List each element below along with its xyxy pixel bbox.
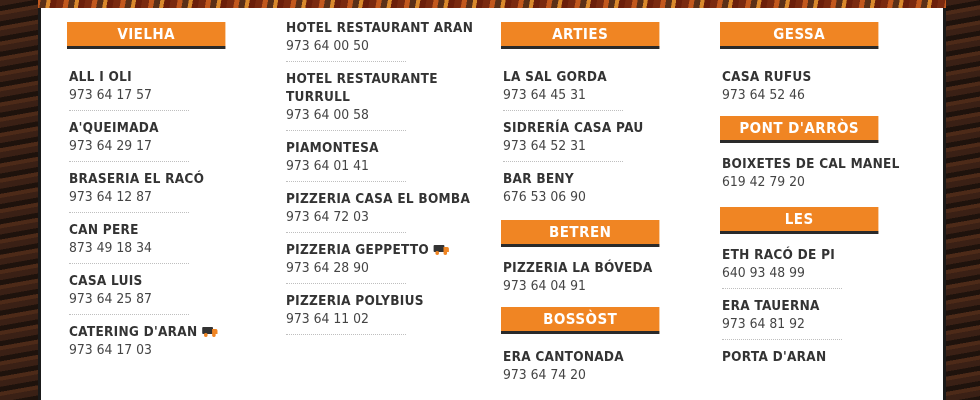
section-heading-vielha: VIELHA [67, 22, 225, 49]
column-gessa-pont-les [720, 22, 900, 366]
divider [286, 61, 406, 62]
restaurant-name: CASA RUFUS [722, 69, 812, 85]
restaurant-name: BAR BENY [503, 171, 574, 187]
phone-number: 973 64 11 02 [286, 311, 369, 327]
phone-number: 973 64 72 03 [286, 209, 369, 225]
section-heading-pont-d-arros: PONT D'ARRÒS [720, 116, 878, 143]
list-item [284, 292, 464, 328]
column-arties-betren-bossost [501, 22, 681, 384]
phone-number: 973 64 74 20 [503, 367, 586, 383]
restaurant-name: ERA CANTONADA [503, 349, 624, 365]
divider [286, 334, 406, 335]
list-item [67, 68, 247, 104]
list-item [284, 139, 464, 175]
section-heading-bossost: BOSSÒST [501, 307, 659, 334]
list-item [720, 155, 900, 191]
list-item [501, 259, 681, 295]
restaurant-name: PIZZERIA CASA EL BOMBA [286, 191, 471, 207]
divider [286, 181, 406, 182]
divider [69, 314, 189, 315]
list-item [67, 221, 247, 257]
column-vielha-continued [284, 19, 474, 335]
restaurant-name: BRASERIA EL RACÓ [69, 171, 205, 187]
divider [722, 339, 842, 340]
section-heading-gessa: GESSA [720, 22, 878, 49]
list-item [720, 297, 900, 333]
column-vielha [67, 22, 247, 359]
restaurant-name: PIAMONTESA [286, 140, 379, 156]
restaurant-name: ERA TAUERNA [722, 298, 820, 314]
divider [286, 232, 406, 233]
phone-number: 973 64 17 57 [69, 87, 152, 103]
section-heading-les: LES [720, 207, 878, 234]
divider [286, 283, 406, 284]
restaurant-name: PIZZERIA POLYBIUS [286, 293, 424, 309]
restaurant-name [69, 323, 229, 341]
divider [69, 161, 189, 162]
phone-number: 973 64 17 03 [69, 342, 152, 358]
left-decorative-border [0, 0, 38, 400]
list-item [67, 323, 247, 359]
list-item [284, 19, 474, 55]
phone-number: 873 49 18 34 [69, 240, 152, 256]
section-heading-betren: BETREN [501, 220, 659, 247]
delivery-truck-icon [434, 244, 450, 255]
restaurant-name: LA SAL GORDA [503, 69, 607, 85]
restaurant-name: BOIXETES DE CAL MANEL [722, 156, 900, 172]
restaurant-name: CASA LUIS [69, 273, 143, 289]
restaurant-name: CAN PERE [69, 222, 139, 238]
phone-number: 973 64 29 17 [69, 138, 152, 154]
phone-number: 973 64 25 87 [69, 291, 152, 307]
divider [69, 212, 189, 213]
phone-number: 676 53 06 90 [503, 189, 586, 205]
restaurant-name: HOTEL RESTAURANTE [286, 71, 438, 87]
delivery-truck-icon [202, 326, 218, 337]
right-decorative-border [946, 0, 980, 400]
list-item [720, 246, 900, 282]
restaurant-name: SIDRERÍA CASA PAU [503, 120, 644, 136]
phone-number: 973 64 52 46 [722, 87, 805, 103]
phone-number: 973 64 01 41 [286, 158, 369, 174]
divider [503, 161, 623, 162]
restaurant-name: HOTEL RESTAURANT ARAN [286, 20, 474, 36]
restaurant-name: PORTA D'ARAN [722, 349, 827, 365]
divider [722, 288, 842, 289]
list-item [720, 348, 900, 366]
list-item [284, 241, 464, 277]
restaurant-name: ETH RACÓ DE PI [722, 247, 836, 263]
list-item [67, 272, 247, 308]
restaurant-name-line-2: TURRULL [286, 89, 351, 105]
restaurant-name-text: PIZZERIA GEPPETTO [286, 242, 430, 258]
phone-number: 973 64 12 87 [69, 189, 152, 205]
restaurant-name [286, 241, 446, 259]
list-item [67, 119, 247, 155]
phone-number: 973 64 28 90 [286, 260, 369, 276]
phone-number: 973 64 81 92 [722, 316, 805, 332]
section-heading-arties: ARTIES [501, 22, 659, 49]
list-item [284, 70, 464, 124]
phone-number: 973 64 52 31 [503, 138, 586, 154]
restaurant-name: A'QUEIMADA [69, 120, 159, 136]
list-item [501, 348, 681, 384]
phone-number: 973 64 45 31 [503, 87, 586, 103]
divider [503, 110, 623, 111]
list-item [720, 68, 900, 104]
list-item [501, 68, 681, 104]
restaurant-name-text: CATERING D'ARAN [69, 324, 198, 340]
phone-number: 973 64 04 91 [503, 278, 586, 294]
list-item [501, 119, 681, 155]
list-item [284, 190, 471, 226]
restaurant-name: ALL I OLI [69, 69, 132, 85]
list-item [67, 170, 247, 206]
divider [69, 263, 189, 264]
divider [286, 130, 406, 131]
directory-panel [38, 8, 946, 400]
phone-number: 619 42 79 20 [722, 174, 805, 190]
restaurant-name: PIZZERIA LA BÓVEDA [503, 260, 653, 276]
divider [69, 110, 189, 111]
phone-number: 973 64 00 50 [286, 38, 369, 54]
phone-number: 973 64 00 58 [286, 107, 369, 123]
list-item [501, 170, 681, 206]
phone-number: 640 93 48 99 [722, 265, 805, 281]
